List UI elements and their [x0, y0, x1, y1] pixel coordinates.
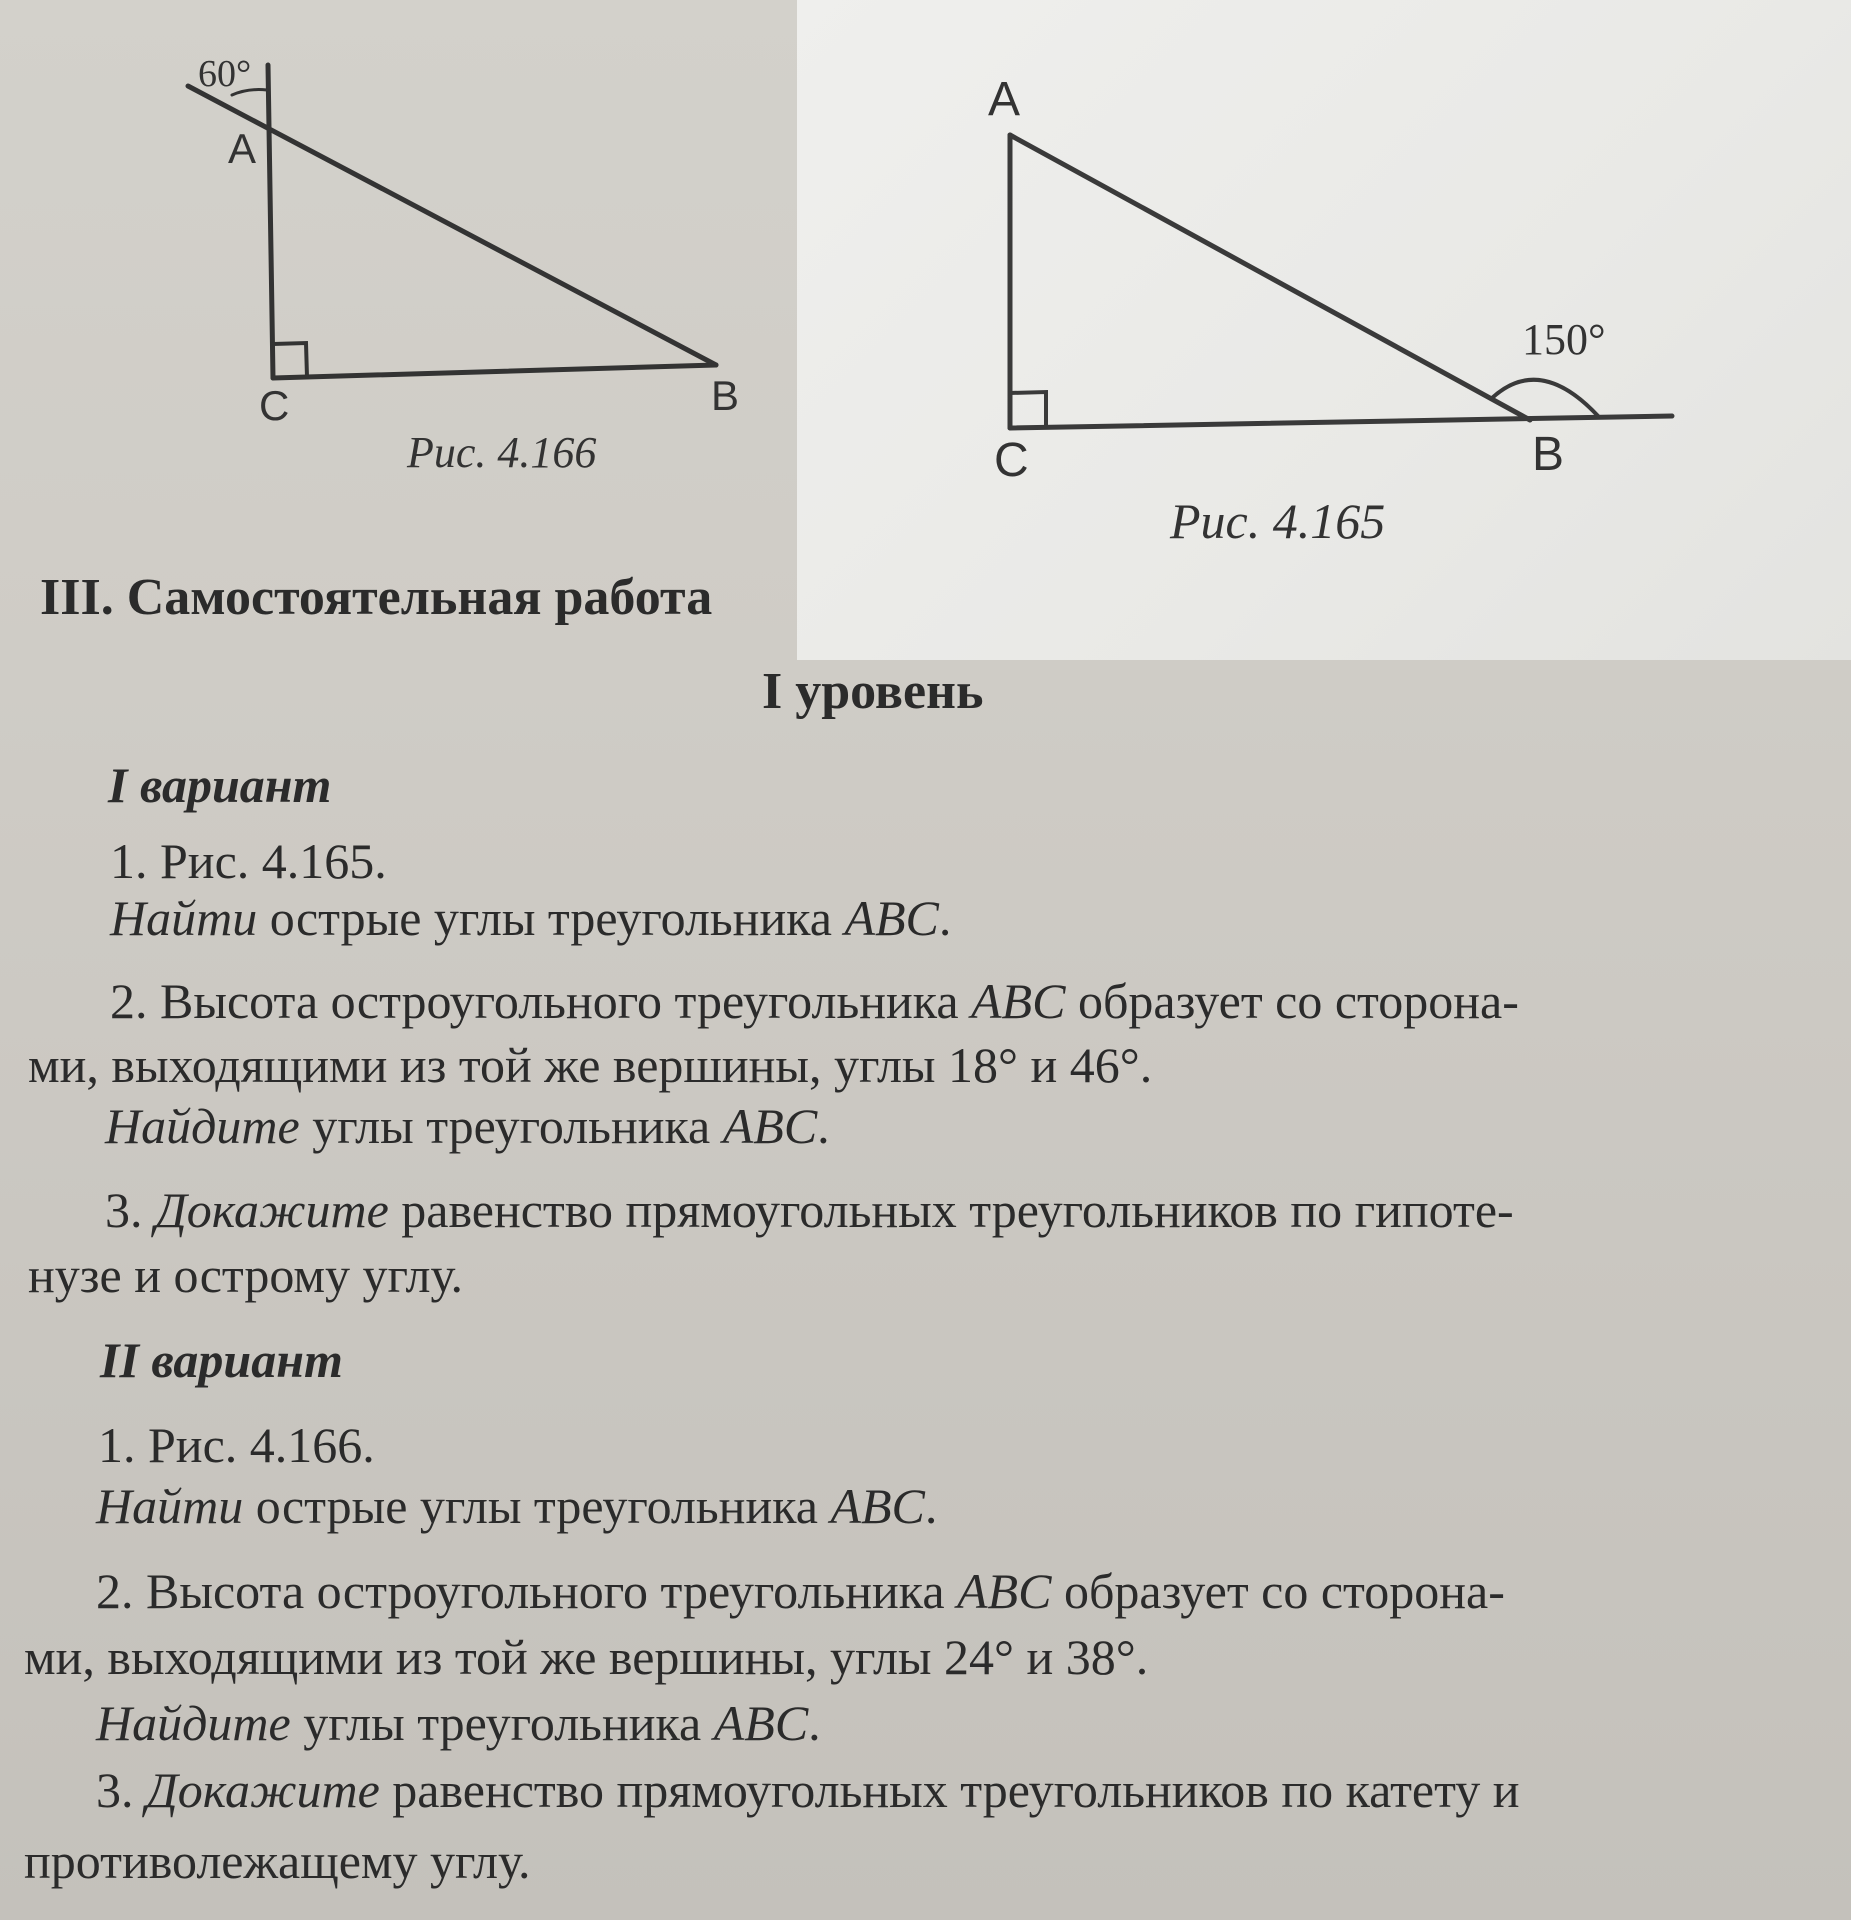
variant-2-task-2-line-2: ми, выходящими из той же вершины, углы 24° и 38°.	[24, 1629, 1149, 1685]
section-title: III. Самостоятельная работа	[40, 569, 713, 626]
fig-left-vertex-c: C	[259, 382, 290, 429]
fig-right-right-angle-mark	[1010, 392, 1046, 427]
v2-t3-verb: Докажите	[146, 1762, 380, 1818]
fig-right-caption: Рис. 4.165	[1170, 493, 1386, 549]
fig-right-side-cb-extended	[1010, 416, 1672, 428]
v2-t2-abc2: ABC	[713, 1695, 809, 1751]
variant-1-task-3-line-2: нузе и острому углу.	[28, 1247, 463, 1303]
variant-1-task-2-line-3	[105, 1098, 830, 1154]
fig-left-vertex-a: A	[228, 125, 257, 172]
fig-left-caption: Рис. 4.166	[407, 428, 597, 477]
level-title: I уровень	[762, 663, 984, 720]
v1-t2-tail: образует со сторона-	[1065, 973, 1519, 1029]
v1-t3-verb: Докажите	[155, 1182, 389, 1238]
variant-2-title: II вариант	[100, 1332, 343, 1388]
variant-2-task-3-line-1	[96, 1762, 1520, 1818]
v2-t2-lead: 2. Высота остроугольного треугольника	[96, 1563, 958, 1619]
fig-right-vertex-c: C	[994, 434, 1029, 487]
variant-1-task-2-line-1	[110, 973, 1519, 1029]
v1-t3-rest: равенство прямоугольных треугольников по гипоте-	[388, 1182, 1514, 1238]
variant-1-task-1-ref: 1. Рис. 4.165.	[110, 833, 387, 889]
v2-t3-rest: равенство прямоугольных треугольников по катету и	[379, 1762, 1520, 1818]
v2-t2-dot: .	[808, 1695, 821, 1751]
v1-t1-dot: .	[938, 890, 952, 946]
fig-left-angle-label: 60°	[198, 53, 252, 95]
v2-t1-abc: ABC	[830, 1478, 925, 1534]
fig-right-angle-label: 150°	[1522, 315, 1606, 364]
v1-t2-lead: 2. Высота остроугольного треугольника	[110, 973, 972, 1029]
v2-t1-verb: Найти	[96, 1478, 244, 1534]
variant-1-title: I вариант	[108, 757, 332, 813]
variant-2-task-1-ref: 1. Рис. 4.166.	[98, 1417, 375, 1473]
variant-2-task-2-line-1	[96, 1563, 1505, 1619]
variant-2-task-2-line-3	[96, 1695, 821, 1751]
v1-t1-abc: ABC	[844, 890, 939, 946]
v2-t2-abc: ABC	[957, 1563, 1052, 1619]
v2-t1-rest: острые углы треугольника	[243, 1478, 831, 1534]
v1-t1-verb: Найти	[110, 890, 258, 946]
fig-right-vertex-b: B	[1532, 428, 1565, 481]
variant-2-task-3-line-2: противолежащему углу.	[24, 1833, 531, 1889]
v2-t2-verb: Найдите	[96, 1695, 291, 1751]
variant-2-task-1-text	[96, 1478, 938, 1534]
v2-t2-rest: углы треугольника	[290, 1695, 714, 1751]
v1-t2-verb: Найдите	[105, 1098, 300, 1154]
variant-1-task-2-line-2: ми, выходящими из той же вершины, углы 18° и 46°.	[28, 1037, 1153, 1093]
fig-right-vertex-a: A	[988, 73, 1021, 126]
v1-t2-abc2: ABC	[722, 1098, 818, 1154]
v2-t1-dot: .	[924, 1478, 938, 1534]
v2-t3-num: 3.	[96, 1762, 146, 1818]
variant-1-task-1-text	[110, 890, 952, 946]
v1-t2-rest: углы треугольника	[299, 1098, 723, 1154]
v1-t3-num: 3.	[105, 1182, 155, 1238]
fig-left-vertex-b: B	[711, 372, 740, 419]
v1-t1-rest: острые углы треугольника	[257, 890, 845, 946]
variant-1-task-3-line-1	[105, 1182, 1514, 1238]
v1-t2-dot: .	[817, 1098, 830, 1154]
v1-t2-abc: ABC	[971, 973, 1066, 1029]
v2-t2-tail: образует со сторона-	[1051, 1563, 1505, 1619]
fig-right-side-ab	[1010, 135, 1530, 420]
